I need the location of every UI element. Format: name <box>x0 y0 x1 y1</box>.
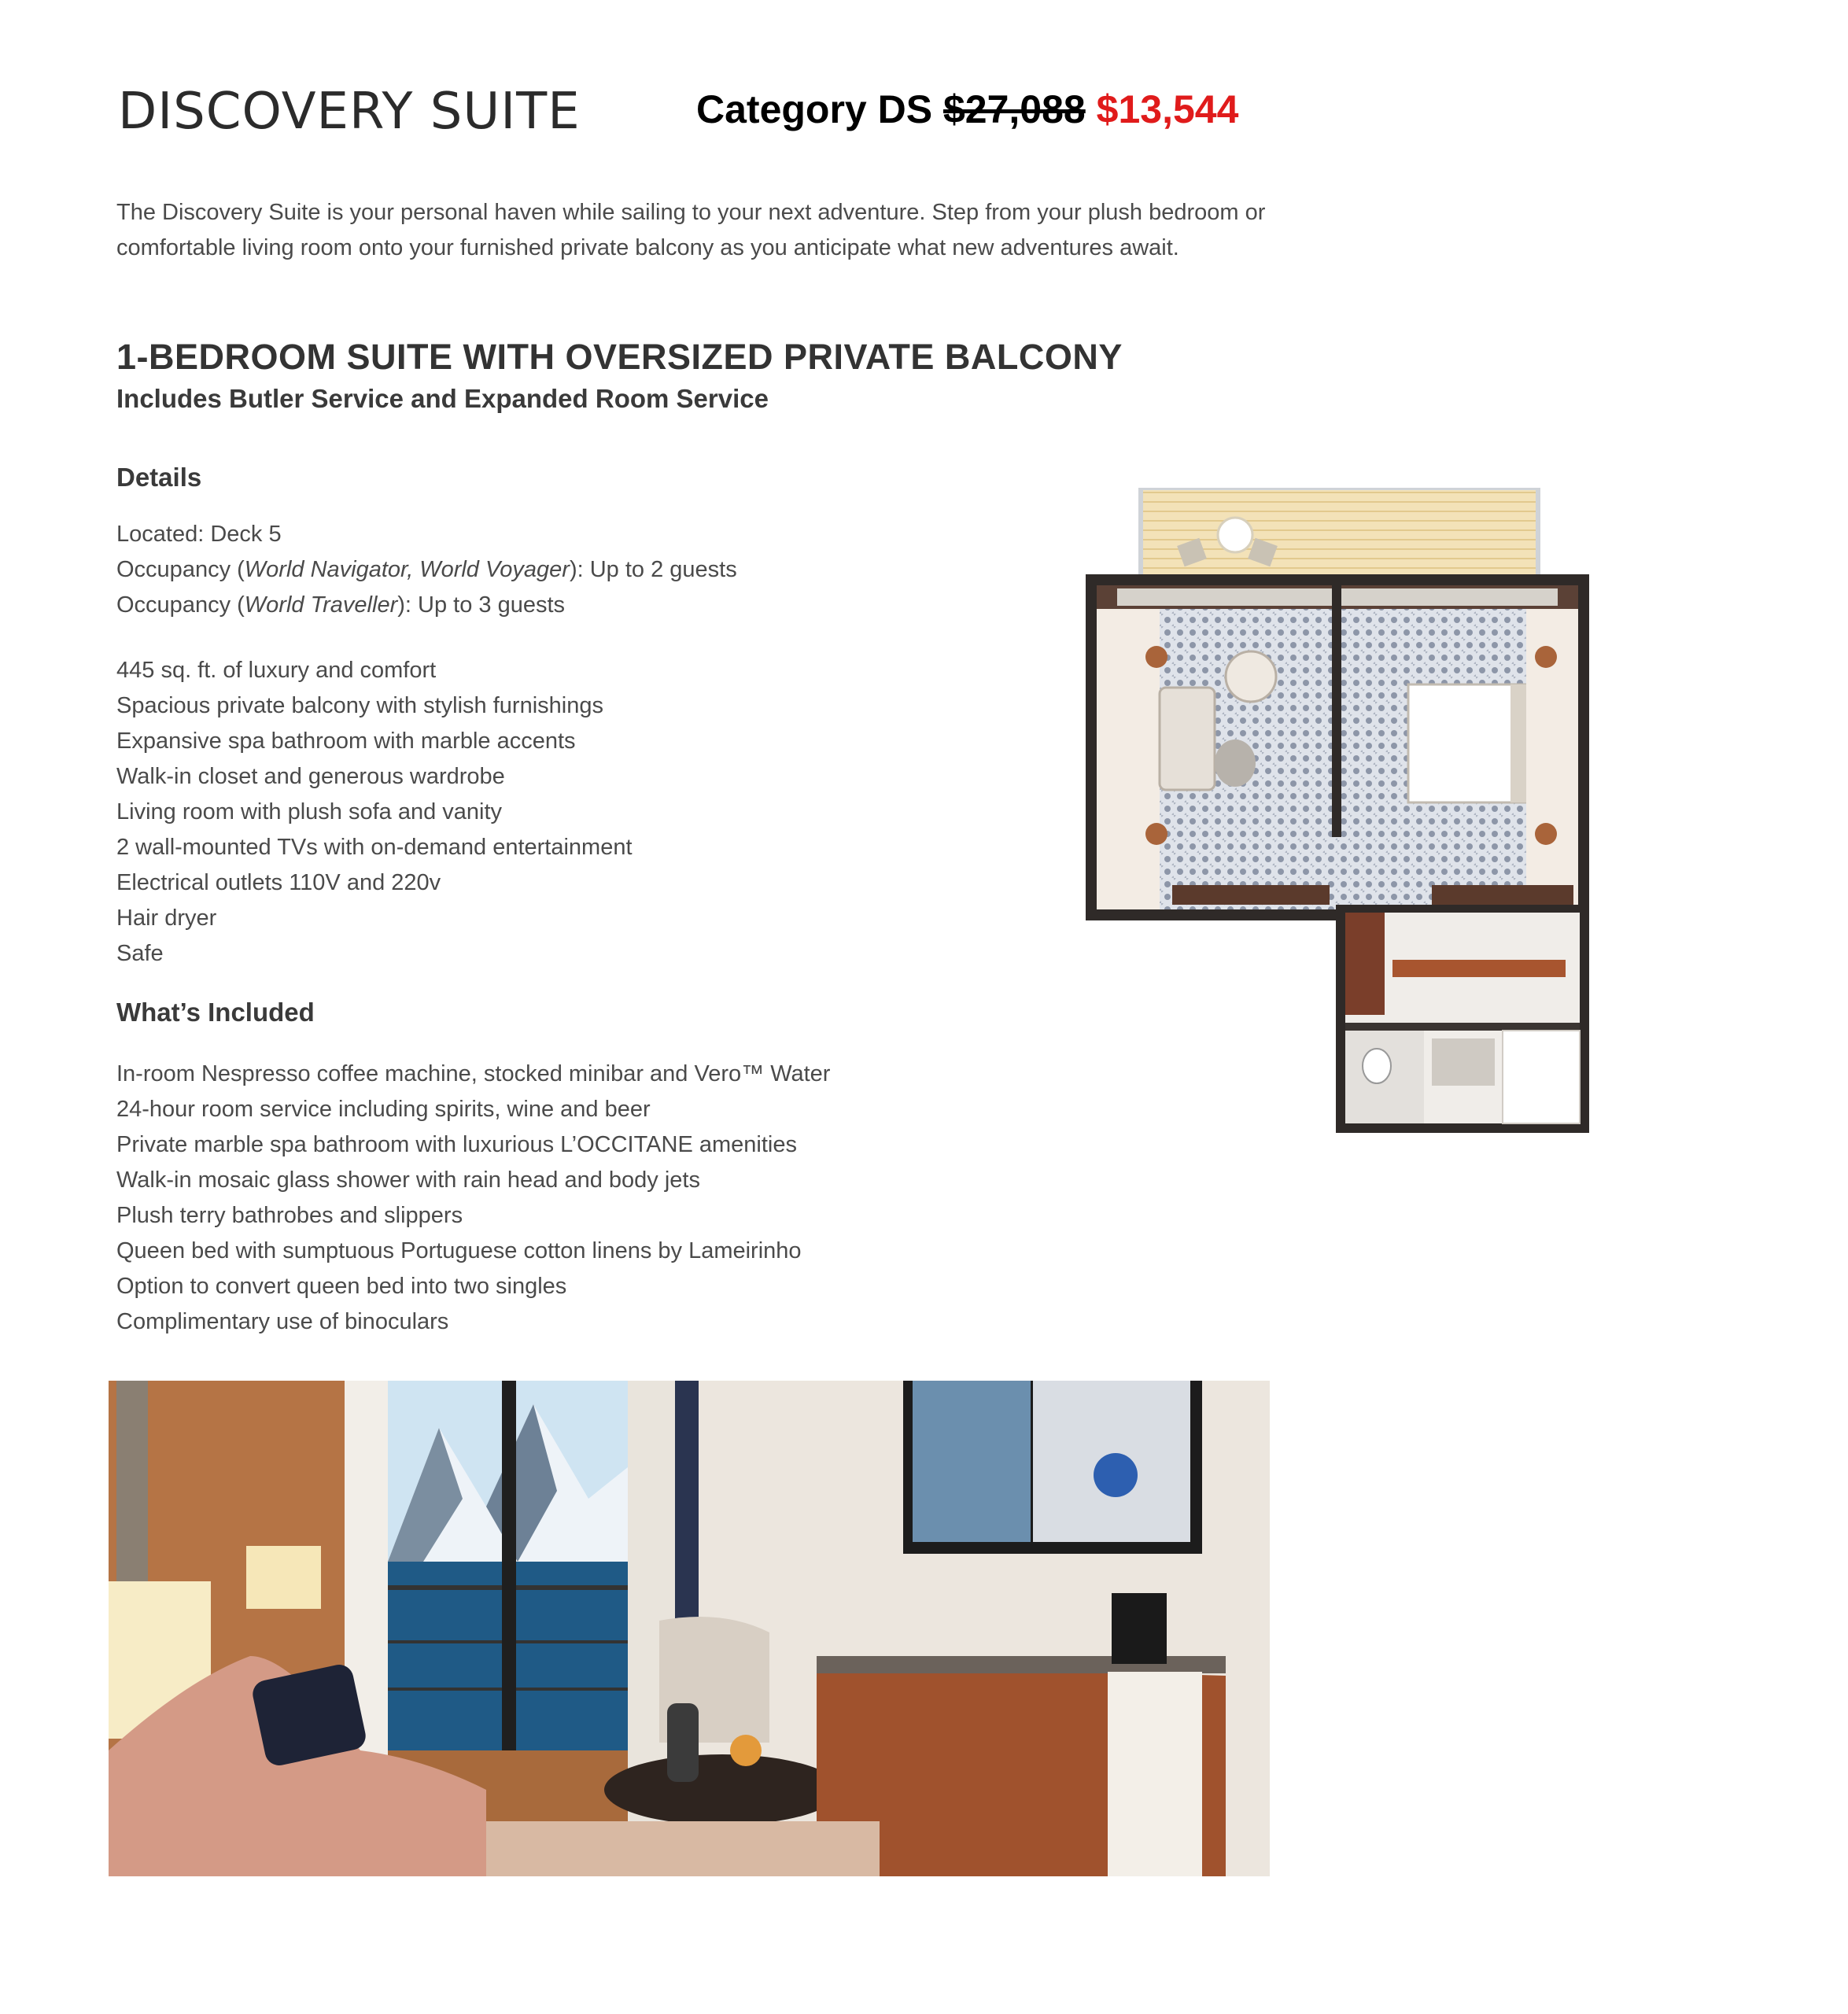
list-item: Private marble spa bathroom with luxurious L’OCCITANE amenities <box>116 1132 797 1157</box>
suite-heading: 1-BEDROOM SUITE WITH OVERSIZED PRIVATE BALCONY <box>116 337 1123 377</box>
list-item: Complimentary use of binoculars <box>116 1309 449 1334</box>
category-price <box>696 87 1238 132</box>
list-item: Expansive spa bathroom with marble accents <box>116 729 576 754</box>
list-item: Walk-in mosaic glass shower with rain head and body jets <box>116 1167 700 1193</box>
list-item: Walk-in closet and generous wardrobe <box>116 764 505 789</box>
original-price: $27,088 <box>942 87 1086 131</box>
list-item: Queen bed with sumptuous Portuguese cotton linens by Lameirinho <box>116 1238 802 1263</box>
category-label: Category DS <box>696 87 933 131</box>
list-item: Option to convert queen bed into two singles <box>116 1274 567 1299</box>
floor-plan-image <box>1086 488 1605 1133</box>
suite-photo <box>109 1381 1270 1876</box>
page-title: DISCOVERY SUITE <box>118 83 581 141</box>
list-item: Electrical outlets 110V and 220v <box>116 870 441 895</box>
location-line: Located: Deck 5 <box>116 522 282 547</box>
details-list <box>116 517 737 623</box>
list-item: Living room with plush sofa and vanity <box>116 799 503 824</box>
list-item: Hair dryer <box>116 906 217 931</box>
sale-price: $13,544 <box>1096 87 1239 131</box>
included-heading: What’s Included <box>116 998 315 1027</box>
features-list <box>116 653 633 972</box>
ship-names: World Traveller <box>244 592 398 618</box>
ship-names: World Navigator, World Voyager <box>244 557 570 582</box>
list-item: 2 wall-mounted TVs with on-demand entertainment <box>116 835 633 860</box>
list-item: In-room Nespresso coffee machine, stocked minibar and Vero™ Water <box>116 1061 831 1086</box>
list-item: Plush terry bathrobes and slippers <box>116 1203 463 1228</box>
list-item: 445 sq. ft. of luxury and comfort <box>116 658 437 683</box>
details-heading: Details <box>116 463 202 492</box>
occupancy-line: Occupancy (World Navigator, World Voyager): Up to 2 guests <box>116 557 737 582</box>
list-item: Spacious private balcony with stylish furnishings <box>116 693 603 718</box>
suite-subheading: Includes Butler Service and Expanded Room Service <box>116 384 769 413</box>
occupancy-line: Occupancy (World Traveller): Up to 3 guests <box>116 592 566 618</box>
intro-paragraph: The Discovery Suite is your personal haven while sailing to your next adventure. Step from your plush bedroom or comfortable living room onto your furnished private balcony as you anticipate what new adventures await. <box>116 200 1266 260</box>
list-item: Safe <box>116 941 164 966</box>
included-list <box>116 1057 830 1340</box>
list-item: 24-hour room service including spirits, wine and beer <box>116 1097 651 1122</box>
